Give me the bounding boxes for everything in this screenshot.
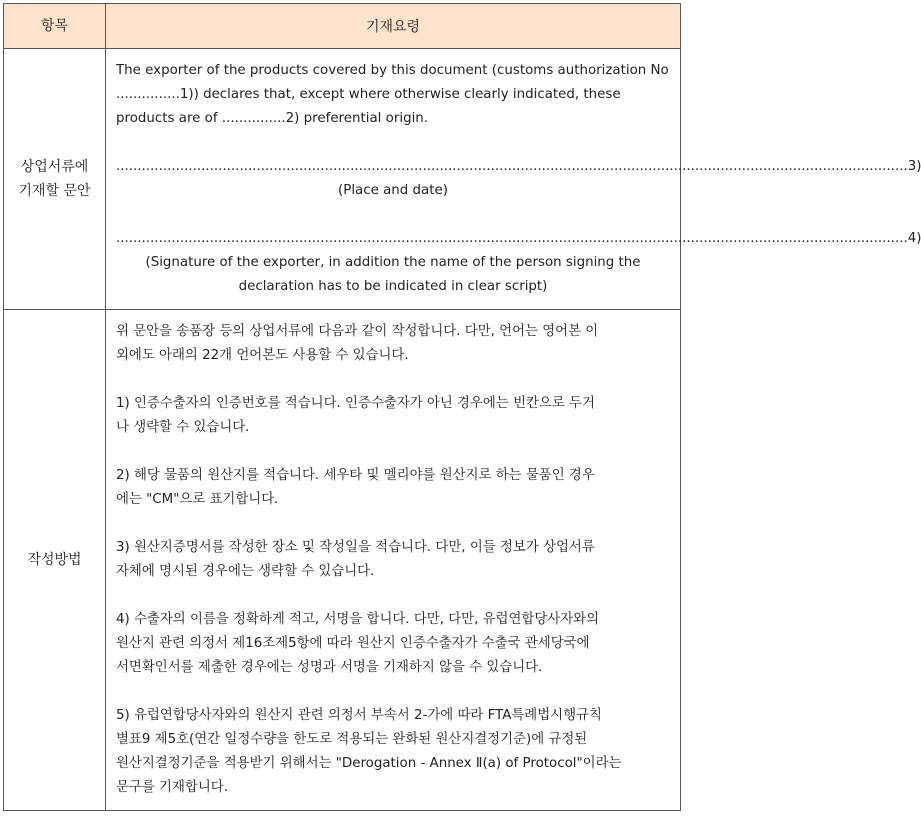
declaration-line: The exporter of the products covered by this document (customs authorization No [116, 63, 669, 78]
row-label-line: 기재할 문안 [18, 183, 91, 199]
signature-caption: (Signature of the exporter, in addition the name of the person signing the [145, 255, 641, 270]
place-date-blank [116, 155, 921, 179]
instructions-cell [106, 310, 681, 811]
instruction-line: 외에도 아래의 22개 언어본도 사용할 수 있습니다. [116, 348, 409, 363]
declaration-line: products are of ...............2) preferential origin. [116, 111, 429, 126]
instruction-line: 나 생략할 수 있습니다. [116, 420, 250, 435]
blank-marker: 4) [907, 231, 921, 246]
instruction-line: 5) 유럽연합당사자와의 원산지 관련 의정서 부속서 2-가에 따라 FTA특례법시행규칙 [116, 708, 602, 723]
row-label-how-to-write: 작성방법 [4, 310, 106, 811]
form-instruction-table [3, 3, 921, 811]
signature-caption: declaration has to be indicated in clear script) [238, 279, 548, 294]
row-label-line: 상업서류에 [20, 159, 89, 175]
instruction-line: 위 문안을 송품장 등의 상업서류에 다음과 같이 작성합니다. 다만, 언어는 영어본 이 [116, 324, 599, 339]
instruction-line: 3) 원산지증명서를 작성한 장소 및 작성일을 적습니다. 다만, 이들 정보가 상업서류 [116, 540, 595, 555]
instruction-line: 4) 수출자의 이름을 정확하게 적고, 서명을 합니다. 다만, 다만, 유럽연합당사자와의 [116, 612, 600, 627]
row-label-commercial-text [4, 49, 106, 310]
instruction-line: 원산지결정기준을 적용받기 위해서는 "Derogation - Annex Ⅱ(a) of Protocol"이라는 [116, 756, 622, 771]
instruction-line: 2) 해당 물품의 원산지를 적습니다. 세우타 및 멜리야를 원산지로 하는 물품인 경우 [116, 468, 595, 483]
instruction-line: 자체에 명시된 경우에는 생략할 수 있습니다. [116, 564, 375, 579]
blank-marker: 3) [907, 159, 921, 174]
instruction-line: 에는 "CM"으로 표기합니다. [116, 492, 279, 507]
header-item: 항목 [4, 4, 106, 49]
table-row-how-to-write [4, 310, 681, 811]
table-row-commercial-text [4, 49, 681, 310]
instruction-line: 별표9 제5호(연간 일정수량을 한도로 적용되는 완화된 원산지결정기준)에 규정된 [116, 732, 588, 747]
instruction-line: 1) 인증수출자의 인증번호를 적습니다. 인증수출자가 아닌 경우에는 빈칸으로 두거 [116, 396, 595, 411]
instruction-line: 서면확인서를 제출한 경우에는 성명과 서명을 기재하지 않을 수 있습니다. [116, 660, 543, 675]
signature-blank [116, 227, 921, 251]
table-header-row [4, 4, 681, 49]
declaration-line: ...............1)) declares that, except where otherwise clearly indicated, these [116, 87, 621, 102]
instruction-line: 문구를 기재합니다. [116, 780, 228, 795]
instruction-line: 원산지 관련 의정서 제16조제5항에 따라 원산지 인증수출자가 수출국 관세당국에 [116, 636, 590, 651]
place-date-caption: (Place and date) [338, 183, 448, 198]
dotted-line: .......................................................................................................................................................................................... [116, 159, 908, 174]
declaration-text-cell [106, 49, 921, 310]
header-instructions: 기재요령 [106, 4, 681, 49]
dotted-line: .......................................................................................................................................................................................... [116, 231, 908, 246]
